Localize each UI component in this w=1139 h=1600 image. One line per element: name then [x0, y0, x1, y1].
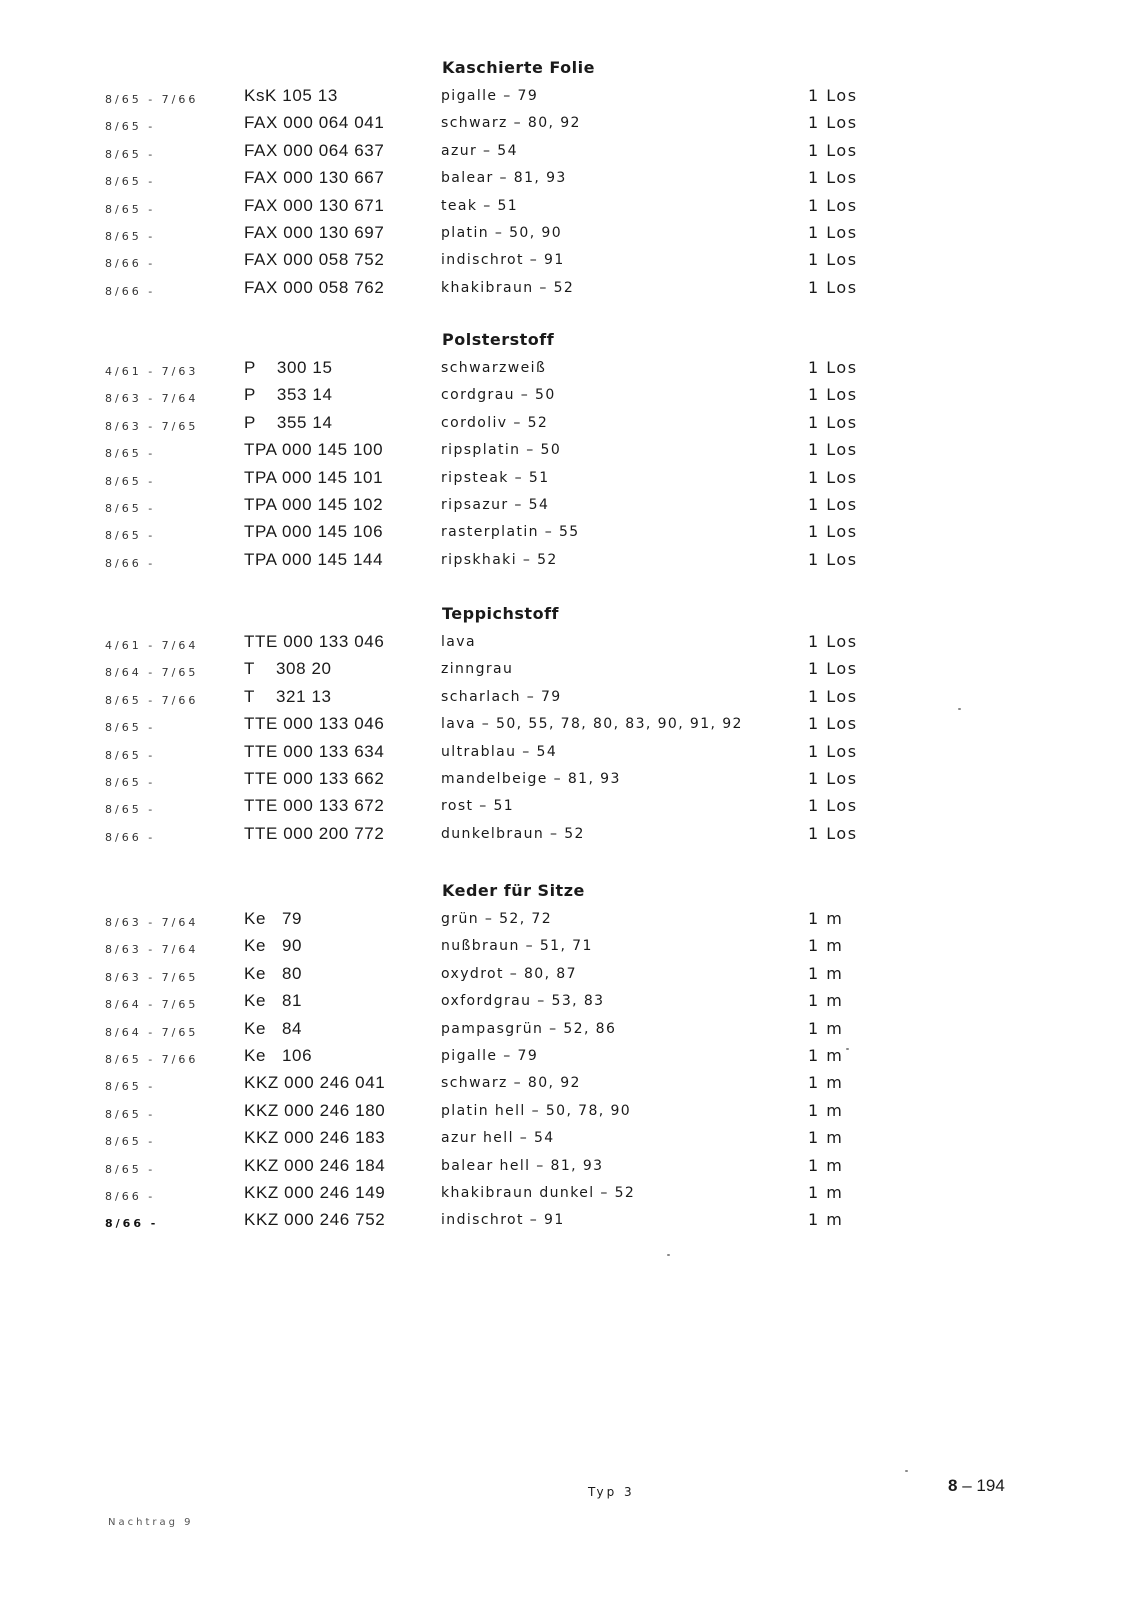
color-description: ripskhaki – 52 [441, 551, 558, 568]
quantity: 1 m [808, 936, 844, 956]
quantity: 1 m [808, 1018, 844, 1038]
quantity: 1 Los [808, 632, 858, 651]
part-number: P 353 14 [244, 385, 333, 405]
color-description: lava [441, 634, 476, 650]
validity-date: 8/65 - [105, 474, 156, 488]
color-description: azur – 54 [441, 142, 518, 159]
color-description: ripsteak – 51 [441, 469, 550, 486]
color-description: oxydrot – 80, 87 [441, 965, 577, 982]
table-row [0, 632, 1139, 659]
color-description: dunkelbraun – 52 [441, 825, 585, 842]
part-number: P 355 14 [244, 412, 333, 432]
table-row [0, 440, 1139, 467]
table-row [0, 278, 1139, 305]
section-title: Kaschierte Folie [442, 58, 595, 77]
validity-date: 8/66 - [105, 1190, 156, 1203]
scan-speck [905, 1470, 908, 1472]
validity-date: 8/65 - 7/66 [105, 93, 199, 106]
validity-date: 8/64 - 7/65 [105, 998, 199, 1012]
color-description: ultrablau – 54 [441, 743, 558, 760]
color-description: zinngrau [441, 661, 514, 678]
color-description: schwarzweiß [441, 360, 547, 376]
table-row [0, 1046, 1139, 1073]
validity-date: 8/66 - [105, 556, 156, 570]
validity-date: 8/65 - [105, 447, 156, 461]
table-row [0, 1210, 1139, 1237]
table-row [0, 495, 1139, 522]
color-description: indischrot – 91 [441, 252, 565, 269]
quantity: 1 Los [808, 769, 858, 788]
quantity: 1 Los [808, 796, 858, 816]
table-row [0, 468, 1139, 495]
part-number: FAX 000 130 667 [244, 168, 385, 188]
validity-date: 8/63 - 7/64 [105, 916, 199, 929]
validity-date: 8/64 - 7/65 [105, 1025, 199, 1039]
quantity: 1 m [808, 1210, 844, 1230]
table-row [0, 824, 1139, 851]
part-number: T 321 13 [244, 686, 332, 706]
validity-date: 8/65 - [105, 502, 156, 515]
page-number [948, 1476, 1005, 1496]
validity-date: 8/65 - [105, 175, 156, 189]
page-dash: – [962, 1476, 972, 1495]
color-description: khakibraun – 52 [441, 279, 575, 296]
validity-date: 8/65 - [105, 1080, 156, 1094]
validity-date: 8/65 - [105, 748, 156, 762]
part-number: TTE 000 133 634 [244, 741, 385, 761]
validity-date: 8/65 - [105, 1135, 156, 1149]
validity-date: 8/65 - [105, 120, 156, 134]
part-number: FAX 000 130 671 [244, 195, 385, 215]
validity-date: 8/65 - [105, 529, 156, 543]
section-title: Keder für Sitze [442, 881, 585, 900]
quantity: 1 Los [808, 358, 858, 377]
part-number: TTE 000 133 662 [244, 769, 385, 788]
page-section: 8 [948, 1476, 958, 1495]
table-row [0, 168, 1139, 195]
validity-date: 8/64 - 7/65 [105, 666, 199, 680]
validity-date: 8/66 - [105, 830, 156, 844]
table-row [0, 196, 1139, 223]
validity-date: 4/61 - 7/64 [105, 639, 199, 652]
table-row [0, 413, 1139, 440]
table-row [0, 250, 1139, 277]
color-description: oxfordgrau – 53, 83 [441, 993, 605, 1010]
validity-date: 8/65 - [105, 721, 156, 735]
scan-speck [958, 708, 961, 710]
part-number: T 308 20 [244, 659, 332, 679]
part-number: Ke 84 [244, 1018, 303, 1038]
table-row [0, 991, 1139, 1018]
table-row [0, 1073, 1139, 1100]
quantity: 1 Los [808, 140, 858, 160]
color-description: teak – 51 [441, 197, 519, 214]
quantity: 1 Los [808, 686, 858, 706]
part-number: TPA 000 145 100 [244, 440, 384, 460]
quantity: 1 Los [808, 277, 858, 297]
table-row [0, 1128, 1139, 1155]
table-row [0, 86, 1139, 113]
part-number: TPA 000 145 144 [244, 549, 384, 569]
part-number: KKZ 000 246 149 [244, 1183, 386, 1202]
section-title: Teppichstoff [442, 604, 559, 623]
validity-date: 8/65 - [105, 776, 156, 789]
quantity: 1 Los [808, 168, 858, 188]
quantity: 1 m [808, 963, 844, 983]
section-title: Polsterstoff [442, 330, 555, 349]
color-description: ripsazur – 54 [441, 497, 550, 513]
quantity: 1 Los [808, 823, 858, 843]
part-number: KKZ 000 246 041 [244, 1073, 386, 1093]
table-row [0, 714, 1139, 741]
validity-date: 8/65 - [105, 1107, 156, 1121]
color-description: pigalle – 79 [441, 1048, 539, 1064]
part-number: TTE 000 200 772 [244, 823, 385, 843]
footer-model-label: Typ 3 [588, 1485, 635, 1499]
table-row [0, 796, 1139, 823]
part-number: FAX 000 058 752 [244, 250, 385, 270]
table-row [0, 1183, 1139, 1210]
quantity: 1 m [808, 991, 844, 1011]
color-description: indischrot – 91 [441, 1212, 565, 1229]
quantity: 1 Los [808, 250, 858, 270]
validity-date: 8/65 - [105, 147, 156, 161]
quantity: 1 m [808, 909, 844, 928]
part-number: Ke 80 [244, 963, 303, 983]
table-row [0, 659, 1139, 686]
quantity: 1 Los [808, 741, 858, 761]
color-description: mandelbeige – 81, 93 [441, 771, 621, 787]
quantity: 1 Los [808, 714, 858, 734]
validity-date: 8/65 - [105, 202, 156, 216]
table-row [0, 1156, 1139, 1183]
table-row [0, 742, 1139, 769]
validity-date: 4/61 - 7/63 [105, 365, 199, 378]
quantity: 1 Los [808, 385, 858, 405]
table-row [0, 522, 1139, 549]
scan-speck [667, 1254, 670, 1256]
color-description: pigalle – 79 [441, 88, 539, 104]
quantity: 1 Los [808, 86, 858, 105]
validity-date: 8/66 - [105, 284, 156, 298]
part-number: KKZ 000 246 180 [244, 1100, 386, 1120]
quantity: 1 m [808, 1183, 844, 1202]
quantity: 1 Los [808, 549, 858, 569]
color-description: platin – 50, 90 [441, 225, 563, 241]
part-number: KKZ 000 246 752 [244, 1210, 386, 1230]
color-description: grün – 52, 72 [441, 911, 553, 927]
color-description: platin hell – 50, 78, 90 [441, 1102, 632, 1119]
color-description: rost – 51 [441, 798, 515, 815]
validity-date: 8/63 - 7/65 [105, 970, 199, 984]
part-number: P 300 15 [244, 358, 333, 377]
supplement-note: Nachtrag 9 [108, 1517, 194, 1528]
quantity: 1 Los [808, 467, 858, 487]
table-row [0, 769, 1139, 796]
color-description: pampasgrün – 52, 86 [441, 1020, 617, 1037]
quantity: 1 m [808, 1073, 844, 1093]
color-description: nußbraun – 51, 71 [441, 938, 593, 955]
validity-date: 8/63 - 7/65 [105, 419, 199, 433]
part-number: Ke 90 [244, 936, 303, 956]
part-number: Ke 81 [244, 991, 303, 1011]
part-number: TTE 000 133 046 [244, 714, 385, 734]
table-row [0, 687, 1139, 714]
color-description: cordgrau – 50 [441, 387, 556, 404]
quantity: 1 Los [808, 440, 858, 460]
table-row [0, 358, 1139, 385]
validity-date: 8/65 - 7/66 [105, 693, 199, 707]
part-number: TTE 000 133 672 [244, 796, 385, 816]
quantity: 1 Los [808, 195, 858, 215]
part-number: FAX 000 064 041 [244, 113, 385, 133]
quantity: 1 m [808, 1100, 844, 1120]
table-row [0, 1101, 1139, 1128]
part-number: FAX 000 130 697 [244, 223, 385, 242]
color-description: azur hell – 54 [441, 1130, 555, 1147]
validity-date: 8/65 - [105, 803, 156, 817]
quantity: 1 m [808, 1155, 844, 1175]
part-number: TTE 000 133 046 [244, 632, 385, 651]
part-number: TPA 000 145 102 [244, 495, 384, 514]
part-number: KKZ 000 246 184 [244, 1155, 386, 1175]
quantity: 1 m [808, 1128, 844, 1148]
validity-date: 8/66 - [105, 257, 156, 271]
table-row [0, 223, 1139, 250]
color-description: scharlach – 79 [441, 688, 562, 705]
quantity: 1 Los [808, 223, 858, 242]
color-description: schwarz – 80, 92 [441, 1075, 581, 1092]
table-row [0, 385, 1139, 412]
part-number: KKZ 000 246 183 [244, 1128, 386, 1148]
part-number: Ke 106 [244, 1046, 313, 1065]
page-num: 194 [976, 1476, 1005, 1495]
color-description: balear – 81, 93 [441, 170, 567, 187]
validity-date: 8/63 - 7/64 [105, 392, 199, 406]
table-row [0, 909, 1139, 936]
quantity: 1 Los [808, 659, 858, 679]
quantity: 1 Los [808, 522, 858, 542]
color-description: balear hell – 81, 93 [441, 1157, 604, 1174]
table-row [0, 141, 1139, 168]
validity-date: 8/66 - [105, 1217, 159, 1231]
color-description: khakibraun dunkel – 52 [441, 1185, 636, 1201]
color-description: ripsplatin – 50 [441, 442, 562, 459]
scan-speck [846, 1048, 849, 1050]
part-number: Ke 79 [244, 909, 303, 928]
part-number: FAX 000 058 762 [244, 277, 385, 297]
table-row [0, 550, 1139, 577]
quantity: 1 Los [808, 495, 858, 514]
validity-date: 8/65 - 7/66 [105, 1053, 199, 1066]
quantity: 1 Los [808, 113, 858, 133]
table-row [0, 113, 1139, 140]
color-description: cordoliv – 52 [441, 414, 549, 431]
table-row [0, 936, 1139, 963]
color-description: schwarz – 80, 92 [441, 115, 581, 132]
table-row [0, 1019, 1139, 1046]
validity-date: 8/65 - [105, 1162, 156, 1176]
color-description: lava – 50, 55, 78, 80, 83, 90, 91, 92 [441, 716, 743, 733]
part-number: FAX 000 064 637 [244, 140, 385, 160]
validity-date: 8/65 - [105, 230, 156, 243]
part-number: TPA 000 145 106 [244, 522, 384, 542]
quantity: 1 Los [808, 412, 858, 432]
quantity: 1 m [808, 1046, 844, 1065]
validity-date: 8/63 - 7/64 [105, 943, 199, 957]
color-description: rasterplatin – 55 [441, 524, 580, 541]
part-number: TPA 000 145 101 [244, 467, 384, 487]
part-number: KsK 105 13 [244, 86, 338, 105]
table-row [0, 964, 1139, 991]
